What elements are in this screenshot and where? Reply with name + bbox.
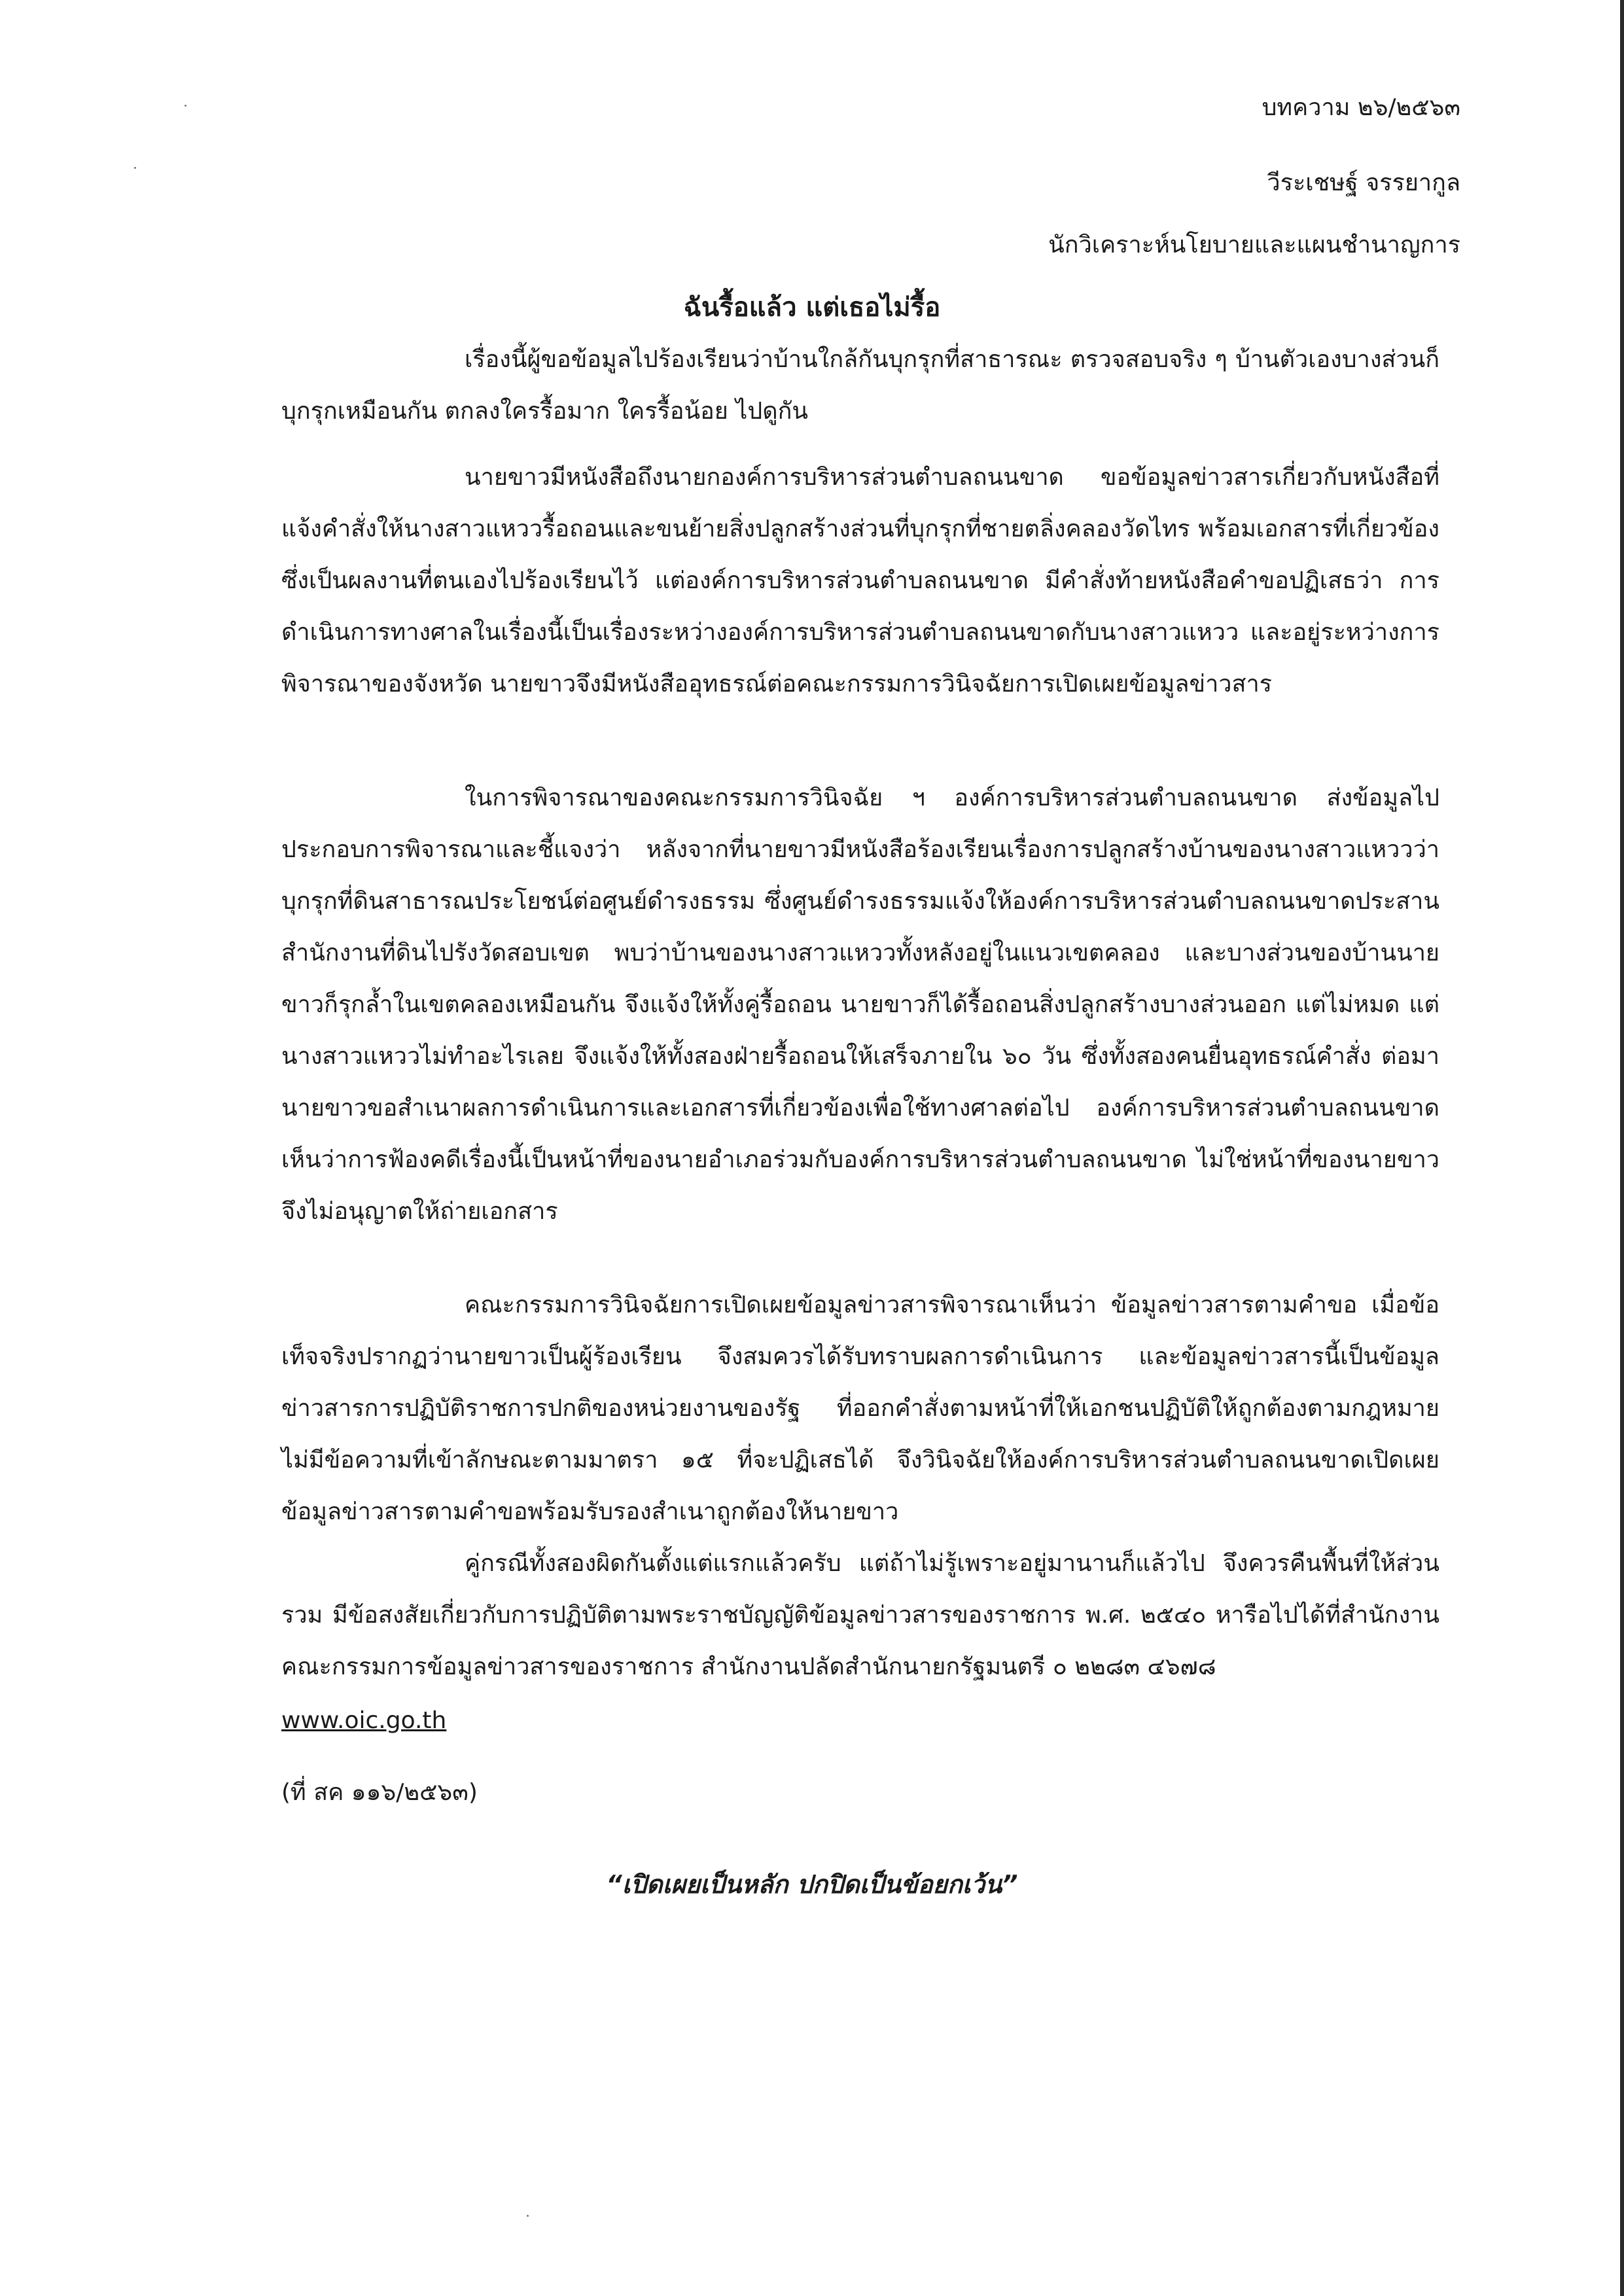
paragraph-consideration: ในการพิจารณาของคณะกรรมการวินิจฉัย ฯ องค์การบริหารส่วนตำบลถนนขาด ส่งข้อมูลไปประกอบการพิจารณาและชี้แจงว่า หลังจากที่นายขาวมีหนังสือร้องเรียนเรื่องการปลูกสร้างบ้านของนางสาวแหววว่าบุกรุกที่ดินสาธารณประโยชน์ต่อศูนย์ดำรงธรรม ซึ่งศูนย์ดำรงธรรมแจ้งให้องค์การบริหารส่วนตำบลถนนขาดประสานสำนักงานที่ดินไปรังวัดสอบเขต พบว่าบ้านของนางสาวแหววทั้งหลังอยู่ในแนวเขตคลอง และบางส่วนของบ้านนายขาวก็รุกล้ำในเขตคลองเหมือนกัน จึงแจ้งให้ทั้งคู่รื้อถอน นายขาวก็ได้รื้อถอนสิ่งปลูกสร้างบางส่วนออก แต่ไม่หมด แต่นางสาวแหววไม่ทำอะไรเลย จึงแจ้งให้ทั้งสองฝ่ายรื้อถอนให้เสร็จภายใน ๖๐ วัน ซึ่งทั้งสองคนยื่นอุทธรณ์คำสั่ง ต่อมานายขาวขอสำเนาผลการดำเนินการและเอกสารที่เกี่ยวข้องเพื่อใช้ทางศาลต่อไป องค์การบริหารส่วนตำบลถนนขาดเห็นว่าการฟ้องคดีเรื่องนี้เป็นหน้าที่ของนายอำเภอร่วมกับองค์การบริหารส่วนตำบลถนนขาด ไม่ใช่หน้าที่ของนายขาวจึงไม่อนุญาตให้ถ่ายเอกสาร [281,785,1439,1225]
scan-speck [134,167,136,169]
article-number: บทความ ๒๖/๒๕๖๓ [1262,94,1460,121]
page-edge-shadow [1620,0,1624,2296]
scan-speck [527,2215,529,2217]
paragraph-intro: เรื่องนี้ผู้ขอข้อมูลไปร้องเรียนว่าบ้านใกล้กันบุกรุกที่สาธารณะ ตรวจสอบจริง ๆ บ้านตัวเองบางส่วนก็บุกรุกเหมือนกัน ตกลงใครรื้อมาก ใครรื้อน้อย ไปดูกัน [281,346,1439,425]
slogan: “เปิดเผยเป็นหลัก ปกปิดเป็นข้อยกเว้น” [606,1870,1018,1899]
reference-number: (ที่ สค ๑๑๖/๒๕๖๓) [281,1779,478,1806]
paragraph-conclusion: คู่กรณีทั้งสองผิดกันตั้งแต่แรกแล้วครับ แต่ถ้าไม่รู้เพราะอยู่มานานก็แล้วไป จึงควรคืนพื้นที่ให้ส่วนรวม มีข้อสงสัยเกี่ยวกับการปฏิบัติตามพระราชบัญญัติข้อมูลข่าวสารของราชการ พ.ศ. ๒๕๔๐ หารือไปได้ที่สำนักงานคณะกรรมการข้อมูลข่าวสารของราชการ สำนักงานปลัดสำนักนายกรัฐมนตรี ๐ ๒๒๘๓ ๔๖๗๘ [281,1550,1439,1680]
author-position: นักวิเคราะห์นโยบายและแผนชำนาญการ [1048,232,1460,258]
scan-speck [185,105,186,107]
paragraph-decision: คณะกรรมการวินิจฉัยการเปิดเผยข้อมูลข่าวสารพิจารณาเห็นว่า ข้อมูลข่าวสารตามคำขอ เมื่อข้อเท็จจริงปรากฏว่านายขาวเป็นผู้ร้องเรียน จึงสมควรได้รับทราบผลการดำเนินการ และข้อมูลข่าวสารนี้เป็นข้อมูลข่าวสารการปฏิบัติราชการปกติของหน่วยงานของรัฐ ที่ออกคำสั่งตามหน้าที่ให้เอกชนปฏิบัติให้ถูกต้องตามกฎหมาย ไม่มีข้อความที่เข้าลักษณะตามมาตรา ๑๕ ที่จะปฏิเสธได้ จึงวินิจฉัยให้องค์การบริหารส่วนตำบลถนนขาดเปิดเผยข้อมูลข่าวสารตามคำขอพร้อมรับรองสำเนาถูกต้องให้นายขาว [281,1292,1439,1525]
paragraph-request: นายขาวมีหนังสือถึงนายกองค์การบริหารส่วนตำบลถนนขาด ขอข้อมูลข่าวสารเกี่ยวกับหนังสือที่แจ้งคำสั่งให้นางสาวแหววรื้อถอนและขนย้ายสิ่งปลูกสร้างส่วนที่บุกรุกที่ชายตลิ่งคลองวัดไทร พร้อมเอกสารที่เกี่ยวข้อง ซึ่งเป็นผลงานที่ตนเองไปร้องเรียนไว้ แต่องค์การบริหารส่วนตำบลถนนขาด มีคำสั่งท้ายหนังสือคำขอปฏิเสธว่า การดำเนินการทางศาลในเรื่องนี้เป็นเรื่องระหว่างองค์การบริหารส่วนตำบลถนนขาดกับนางสาวแหวว และอยู่ระหว่างการพิจารณาของจังหวัด นายขาวจึงมีหนังสืออุทธรณ์ต่อคณะกรรมการวินิจฉัยการเปิดเผยข้อมูลข่าวสาร [281,464,1439,698]
article-title: ฉันรื้อแล้ว แต่เธอไม่รื้อ [683,292,941,323]
website-link[interactable]: www.oic.go.th [281,1707,447,1734]
author-name: วีระเชษฐ์ จรรยากูล [1267,169,1460,196]
